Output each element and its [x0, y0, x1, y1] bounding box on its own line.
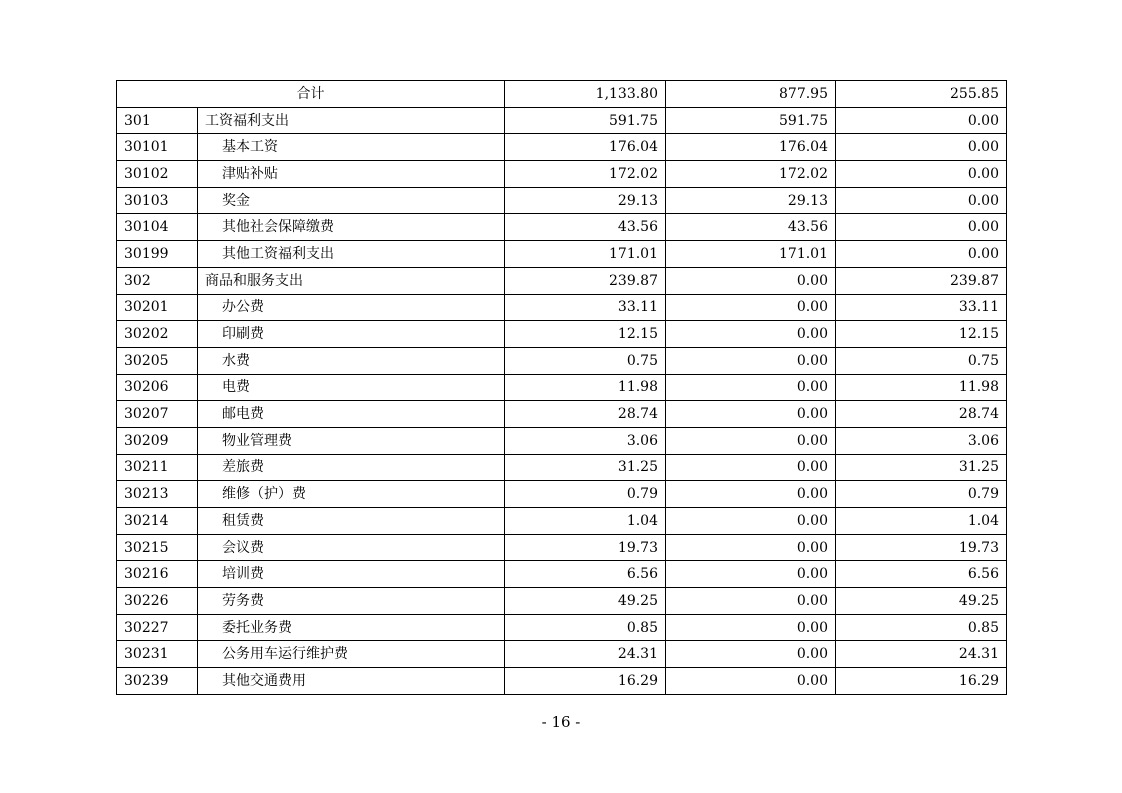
- row-name: 其他工资福利支出: [198, 241, 505, 268]
- total-label: 合计: [117, 81, 505, 108]
- row-col1: 6.56: [505, 561, 666, 588]
- table-row: [117, 588, 1007, 615]
- row-name: 商品和服务支出: [198, 267, 505, 294]
- row-col3: 19.73: [836, 534, 1007, 561]
- row-name: 差旅费: [198, 454, 505, 481]
- row-col3: 0.75: [836, 347, 1007, 374]
- table-row: [117, 481, 1007, 508]
- row-code: 30199: [117, 241, 198, 268]
- table-row: [117, 134, 1007, 161]
- row-col1: 0.85: [505, 614, 666, 641]
- table-row: [117, 347, 1007, 374]
- row-col1: 31.25: [505, 454, 666, 481]
- total-col3: 255.85: [836, 81, 1007, 108]
- table-row: [117, 187, 1007, 214]
- row-code: 30102: [117, 161, 198, 188]
- row-col3: 0.00: [836, 107, 1007, 134]
- row-col3: 28.74: [836, 401, 1007, 428]
- row-col2: 0.00: [666, 641, 836, 668]
- row-code: 30104: [117, 214, 198, 241]
- row-col2: 0.00: [666, 401, 836, 428]
- row-col1: 0.79: [505, 481, 666, 508]
- row-col3: 0.85: [836, 614, 1007, 641]
- page-number: - 16 -: [541, 713, 581, 731]
- row-code: 30211: [117, 454, 198, 481]
- row-code: 30213: [117, 481, 198, 508]
- row-col3: 0.79: [836, 481, 1007, 508]
- table-row: [117, 454, 1007, 481]
- row-col1: 19.73: [505, 534, 666, 561]
- table-row: [117, 668, 1007, 695]
- row-col1: 16.29: [505, 668, 666, 695]
- table-row: [117, 427, 1007, 454]
- table-row: [117, 561, 1007, 588]
- row-code: 30209: [117, 427, 198, 454]
- total-col1: 1,133.80: [505, 81, 666, 108]
- row-col1: 239.87: [505, 267, 666, 294]
- row-col1: 1.04: [505, 508, 666, 535]
- row-code: 30103: [117, 187, 198, 214]
- total-row: [117, 81, 1007, 108]
- table-row: [117, 267, 1007, 294]
- row-code: 30101: [117, 134, 198, 161]
- row-col2: 0.00: [666, 267, 836, 294]
- table-row: [117, 214, 1007, 241]
- row-col3: 12.15: [836, 321, 1007, 348]
- row-name: 租赁费: [198, 508, 505, 535]
- table-row: [117, 294, 1007, 321]
- row-name: 培训费: [198, 561, 505, 588]
- row-col2: 0.00: [666, 614, 836, 641]
- row-col1: 591.75: [505, 107, 666, 134]
- row-code: 30216: [117, 561, 198, 588]
- row-col3: 3.06: [836, 427, 1007, 454]
- row-col2: 0.00: [666, 321, 836, 348]
- row-col3: 0.00: [836, 187, 1007, 214]
- row-col3: 0.00: [836, 161, 1007, 188]
- row-name: 基本工资: [198, 134, 505, 161]
- row-name: 工资福利支出: [198, 107, 505, 134]
- row-col3: 1.04: [836, 508, 1007, 535]
- row-name: 津贴补贴: [198, 161, 505, 188]
- row-code: 30239: [117, 668, 198, 695]
- table-body: [117, 81, 1007, 695]
- row-col2: 0.00: [666, 374, 836, 401]
- row-col1: 171.01: [505, 241, 666, 268]
- row-col1: 28.74: [505, 401, 666, 428]
- table-row: [117, 401, 1007, 428]
- row-col2: 0.00: [666, 561, 836, 588]
- row-col3: 33.11: [836, 294, 1007, 321]
- row-col1: 12.15: [505, 321, 666, 348]
- row-name: 奖金: [198, 187, 505, 214]
- row-col2: 0.00: [666, 508, 836, 535]
- row-name: 公务用车运行维护费: [198, 641, 505, 668]
- table-row: [117, 508, 1007, 535]
- row-name: 印刷费: [198, 321, 505, 348]
- row-name: 其他交通费用: [198, 668, 505, 695]
- row-col3: 0.00: [836, 214, 1007, 241]
- row-name: 邮电费: [198, 401, 505, 428]
- row-col1: 172.02: [505, 161, 666, 188]
- row-name: 物业管理费: [198, 427, 505, 454]
- row-col2: 0.00: [666, 427, 836, 454]
- row-col1: 176.04: [505, 134, 666, 161]
- table-row: [117, 161, 1007, 188]
- row-name: 水费: [198, 347, 505, 374]
- row-code: 30207: [117, 401, 198, 428]
- row-col3: 31.25: [836, 454, 1007, 481]
- row-col1: 29.13: [505, 187, 666, 214]
- total-col2: 877.95: [666, 81, 836, 108]
- row-col1: 11.98: [505, 374, 666, 401]
- row-col3: 11.98: [836, 374, 1007, 401]
- row-name: 电费: [198, 374, 505, 401]
- row-name: 维修（护）费: [198, 481, 505, 508]
- row-col2: 0.00: [666, 294, 836, 321]
- row-col1: 43.56: [505, 214, 666, 241]
- row-col2: 29.13: [666, 187, 836, 214]
- table-row: [117, 241, 1007, 268]
- row-name: 委托业务费: [198, 614, 505, 641]
- row-col1: 24.31: [505, 641, 666, 668]
- row-col1: 33.11: [505, 294, 666, 321]
- row-name: 办公费: [198, 294, 505, 321]
- row-code: 30214: [117, 508, 198, 535]
- table-row: [117, 534, 1007, 561]
- table-row: [117, 614, 1007, 641]
- table-row: [117, 641, 1007, 668]
- expenditure-table: [116, 80, 1007, 695]
- row-code: 30231: [117, 641, 198, 668]
- row-col2: 0.00: [666, 588, 836, 615]
- row-col1: 3.06: [505, 427, 666, 454]
- row-col3: 16.29: [836, 668, 1007, 695]
- row-name: 劳务费: [198, 588, 505, 615]
- row-col3: 6.56: [836, 561, 1007, 588]
- row-code: 30205: [117, 347, 198, 374]
- table-row: [117, 321, 1007, 348]
- row-col2: 0.00: [666, 454, 836, 481]
- row-name: 其他社会保障缴费: [198, 214, 505, 241]
- row-code: 30201: [117, 294, 198, 321]
- row-name: 会议费: [198, 534, 505, 561]
- row-col3: 0.00: [836, 134, 1007, 161]
- row-code: 302: [117, 267, 198, 294]
- table-row: [117, 374, 1007, 401]
- row-col2: 591.75: [666, 107, 836, 134]
- row-col2: 0.00: [666, 534, 836, 561]
- row-col2: 0.00: [666, 347, 836, 374]
- row-col2: 176.04: [666, 134, 836, 161]
- row-col1: 49.25: [505, 588, 666, 615]
- row-col3: 49.25: [836, 588, 1007, 615]
- row-col2: 43.56: [666, 214, 836, 241]
- row-code: 30215: [117, 534, 198, 561]
- row-col3: 0.00: [836, 241, 1007, 268]
- row-code: 30206: [117, 374, 198, 401]
- row-col2: 0.00: [666, 668, 836, 695]
- table-row: [117, 107, 1007, 134]
- row-col3: 24.31: [836, 641, 1007, 668]
- row-col2: 172.02: [666, 161, 836, 188]
- row-code: 30202: [117, 321, 198, 348]
- row-code: 30227: [117, 614, 198, 641]
- row-code: 30226: [117, 588, 198, 615]
- row-code: 301: [117, 107, 198, 134]
- row-col1: 0.75: [505, 347, 666, 374]
- row-col3: 239.87: [836, 267, 1007, 294]
- row-col2: 0.00: [666, 481, 836, 508]
- row-col2: 171.01: [666, 241, 836, 268]
